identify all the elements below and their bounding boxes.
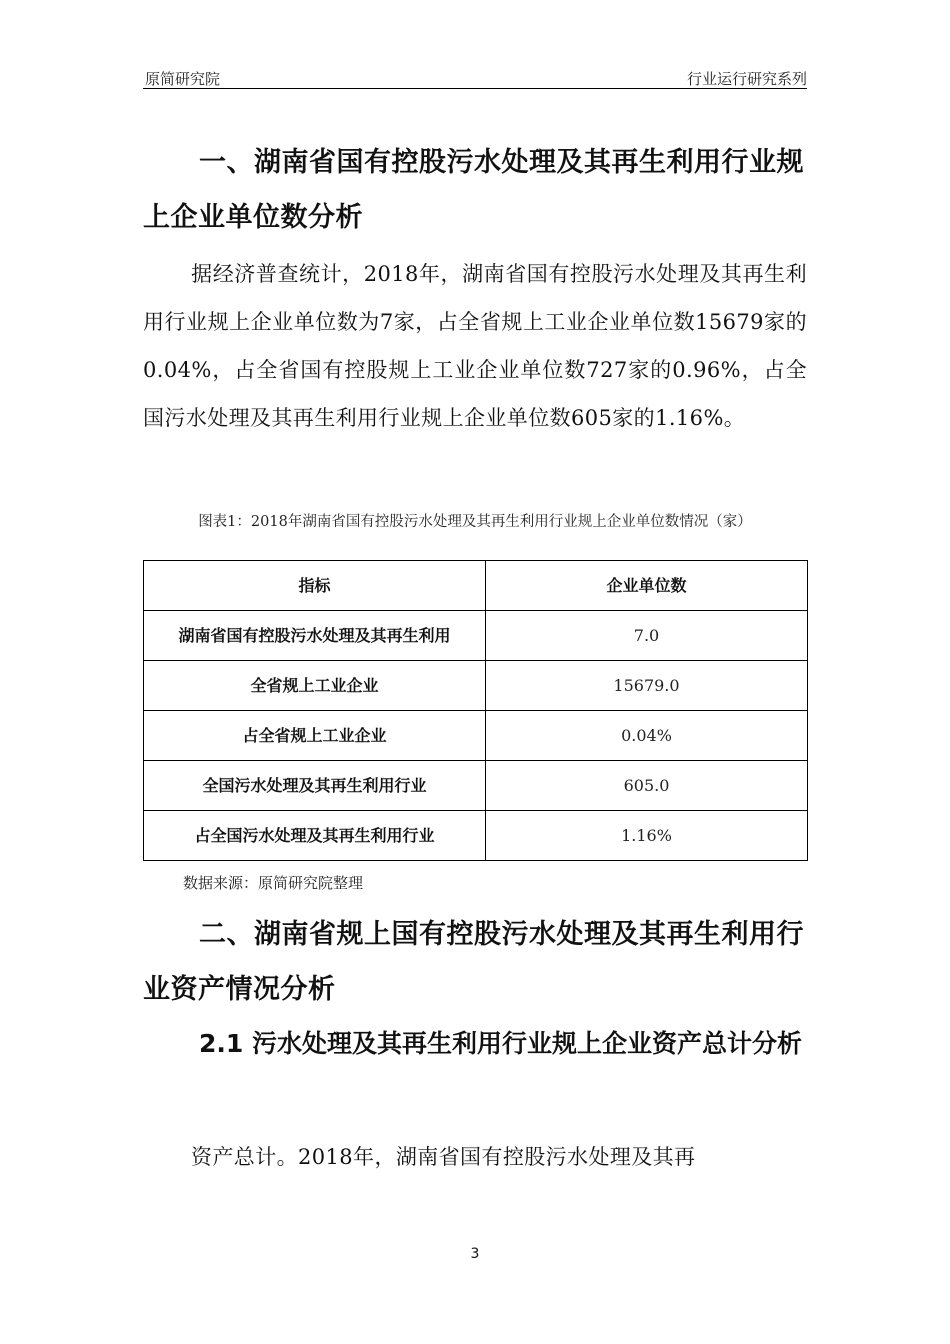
section-1-title: 一、湖南省国有控股污水处理及其再生利用行业规上企业单位数分析	[143, 147, 804, 233]
row-value: 15679.0	[486, 661, 808, 711]
table-row	[144, 711, 808, 761]
row-label: 全国污水处理及其再生利用行业	[144, 761, 486, 811]
section-2-title: 二、湖南省规上国有控股污水处理及其再生利用行业资产情况分析	[143, 919, 804, 1005]
table-row	[144, 761, 808, 811]
row-value: 0.04%	[486, 711, 808, 761]
section-2-body	[143, 1133, 807, 1181]
row-value: 605.0	[486, 761, 808, 811]
section-2-heading	[143, 907, 807, 1017]
enterprise-count-table	[143, 560, 808, 861]
column-header-count: 企业单位数	[486, 561, 808, 611]
section-2-paragraph: 资产总计。2018年，湖南省国有控股污水处理及其再	[191, 1145, 696, 1169]
section-1-paragraph: 据经济普查统计，2018年，湖南省国有控股污水处理及其再生利用行业规上企业单位数为7家，占全省规上工业企业单位数15679家的0.04%，占全省国有控股规上工业企业单位数727家的0.96%，占全国污水处理及其再生利用行业规上企业单位数605家的1.16%。	[143, 262, 807, 430]
table-caption: 图表1：2018年湖南省国有控股污水处理及其再生利用行业规上企业单位数情况（家）	[198, 514, 752, 530]
section-1-body	[143, 250, 807, 442]
section-2-1-heading	[143, 1016, 807, 1072]
row-value: 7.0	[486, 611, 808, 661]
page-header-left: 原简研究院	[145, 70, 221, 88]
row-label: 占全省规上工业企业	[144, 711, 486, 761]
table-source-note: 数据来源：原简研究院整理	[183, 874, 364, 892]
section-1-heading	[143, 135, 807, 245]
table-row	[144, 611, 808, 661]
row-value: 1.16%	[486, 811, 808, 861]
row-label: 占全国污水处理及其再生利用行业	[144, 811, 486, 861]
page-number: 3	[470, 1246, 480, 1262]
column-header-indicator: 指标	[144, 561, 486, 611]
section-2-1-title: 2.1 污水处理及其再生利用行业规上企业资产总计分析	[199, 1029, 802, 1058]
row-label: 全省规上工业企业	[144, 661, 486, 711]
table-row	[144, 661, 808, 711]
page-header-right: 行业运行研究系列	[686, 70, 807, 88]
header-rule	[143, 88, 807, 89]
row-label: 湖南省国有控股污水处理及其再生利用	[144, 611, 486, 661]
table-header-row	[144, 561, 808, 611]
table-row	[144, 811, 808, 861]
